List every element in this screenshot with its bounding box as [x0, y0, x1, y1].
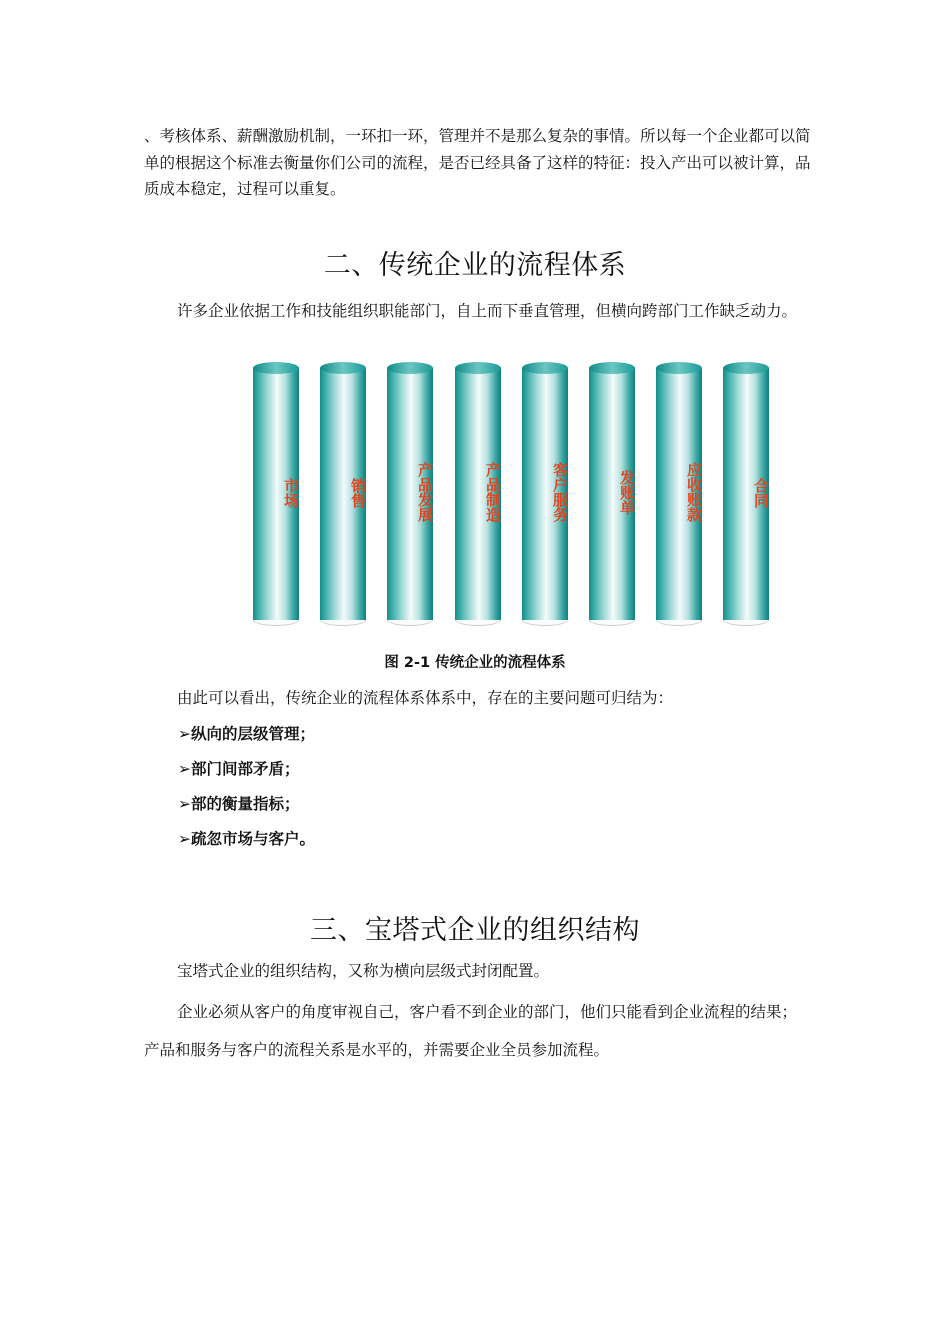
column-label: 产品发展 — [416, 462, 434, 522]
bullet-item: ➢部的衡量指标； — [178, 795, 300, 813]
column-label: 发账单 — [618, 470, 636, 515]
section2-paragraph: 许多企业依据工作和技能组织职能部门，自上而下垂直管理，但横向跨部门工作缺乏动力。 — [177, 302, 798, 320]
column-label: 合同 — [752, 478, 770, 508]
bullet-item: ➢疏忽市场与客户。 — [178, 830, 316, 848]
column-label: 产品制造 — [484, 462, 502, 522]
column-product-manufacturing — [455, 362, 501, 632]
section3-paragraph-1: 宝塔式企业的组织结构，又称为横向层级式封闭配置。 — [177, 962, 550, 980]
column-contract — [723, 362, 769, 632]
bullet-item: ➢纵向的层级管理； — [178, 725, 316, 743]
column-label: 销售 — [349, 478, 367, 508]
department-columns-figure — [250, 362, 780, 637]
column-label: 应收账款 — [685, 462, 703, 522]
column-sales — [320, 362, 366, 632]
intro-paragraph: 、考核体系、薪酬激励机制，一环扣一环，管理并不是那么复杂的事情。所以每一个企业都可以简单的根据这个标准去衡量你们公司的流程，是否已经具备了这样的特征：投入产出可以被计算，品质成本稳定，过程可以重复。 — [144, 127, 811, 198]
section3-heading: 三、宝塔式企业的组织结构 — [310, 915, 640, 946]
section3-paragraph-2: 企业必须从客户的角度审视自己，客户看不到企业的部门，他们只能看到企业流程的结果；产品和服务与客户的流程关系是水平的，并需要企业全员参加流程。 — [144, 1003, 798, 1059]
column-market — [253, 362, 299, 632]
column-billing — [589, 362, 635, 632]
section2-summary: 由此可以看出，传统企业的流程体系体系中，存在的主要问题可归结为： — [177, 689, 674, 707]
figure-caption: 图 2-1 传统企业的流程体系 — [384, 655, 566, 671]
column-receivables — [656, 362, 702, 632]
bullet-item: ➢部门间部矛盾； — [178, 760, 300, 778]
column-customer-service — [522, 362, 568, 632]
column-label: 市场 — [282, 478, 300, 508]
column-label: 客户服务 — [551, 462, 569, 522]
section2-heading: 二、传统企业的流程体系 — [323, 250, 627, 281]
column-product-development — [387, 362, 433, 632]
